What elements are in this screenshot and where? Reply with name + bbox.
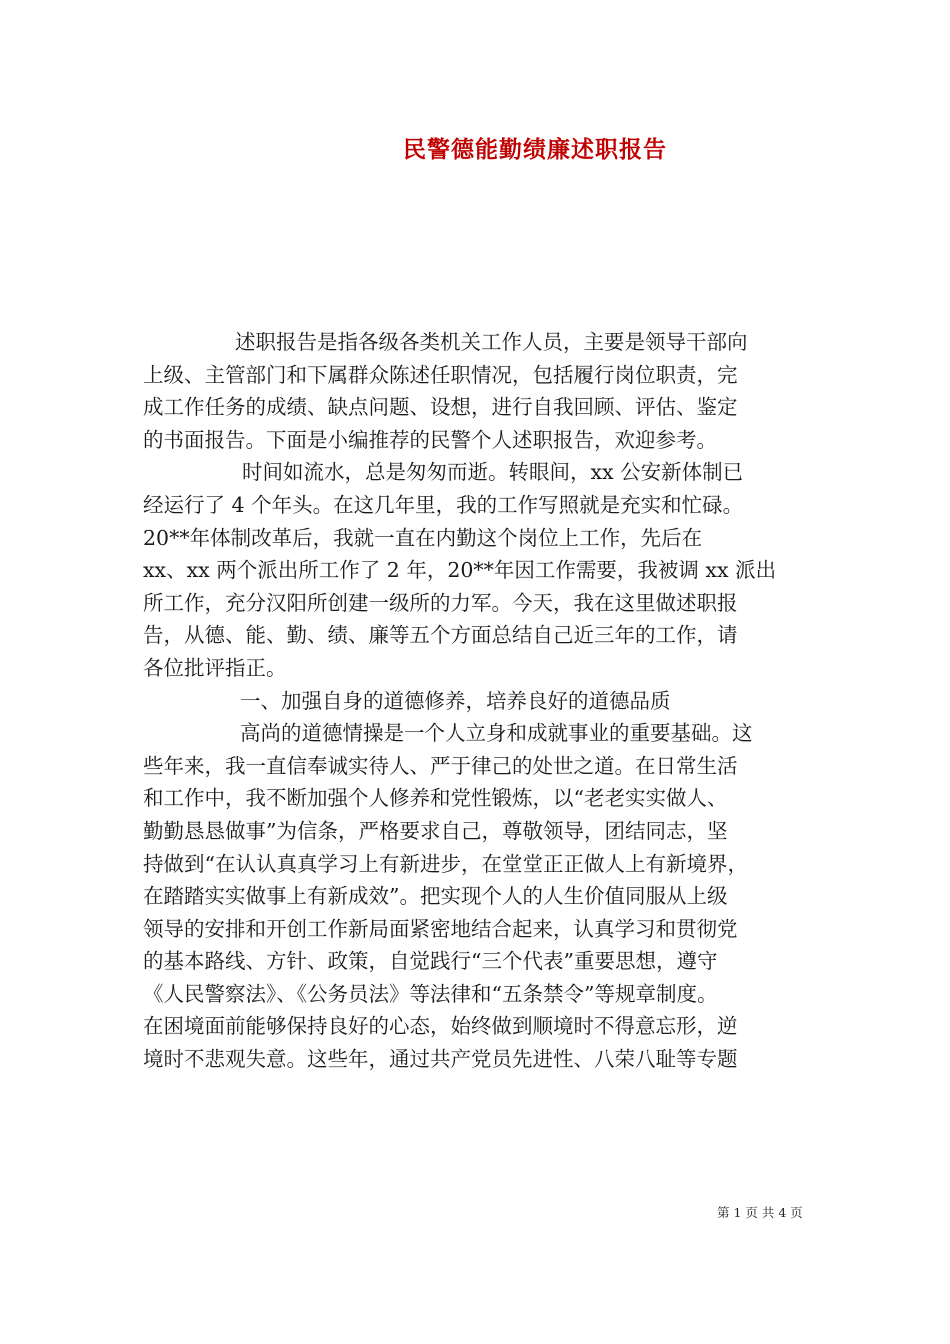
text-line: 经运行了 4 个年头。在这几年里，我的工作写照就是充实和忙碌。 <box>143 492 744 517</box>
text-line: 境时不悲观失意。这些年，通过共产党员先进性、八荣八耻等专题 <box>143 1047 738 1072</box>
text-line: 告，从德、能、勤、绩、廉等五个方面总结自己近三年的工作，请 <box>143 623 738 648</box>
text-line: 成工作任务的成绩、缺点问题、设想，进行自我回顾、评估、鉴定 <box>143 395 738 420</box>
text-line: 的书面报告。下面是小编推荐的民警个人述职报告，欢迎参考。 <box>143 427 717 452</box>
text-line: 《人民警察法》、《公务员法》等法律和“五条禁令”等规章制度。 <box>143 981 718 1006</box>
text-line: 和工作中，我不断加强个人修养和党性锻炼，以“老老实实做人、 <box>143 786 728 811</box>
text-line: 在踏踏实实做事上有新成效”。把实现个人的人生价值同服从上级 <box>143 884 728 909</box>
text-line: 所工作，充分汉阳所创建一级所的力军。今天，我在这里做述职报 <box>143 590 738 615</box>
text-line: 上级、主管部门和下属群众陈述任职情况，包括履行岗位职责，完 <box>143 362 738 387</box>
text-line: xx、xx 两个派出所工作了 2 年，20**年因工作需要，我被调 xx 派出 <box>143 558 777 583</box>
text-line: 时间如流水，总是匆匆而逝。转眼间，xx 公安新体制已 <box>242 460 744 485</box>
page-title: 民警德能勤绩廉述职报告 <box>403 136 667 163</box>
text-line: 持做到“在认认真真学习上有新进步，在堂堂正正做人上有新境界， <box>143 851 748 876</box>
text-line: 领导的安排和开创工作新局面紧密地结合起来，认真学习和贯彻党 <box>143 916 738 941</box>
text-line: 的基本路线、方针、政策，自觉践行“三个代表”重要思想，遵守 <box>143 949 718 974</box>
page-number: 第 1 页 共 4 页 <box>717 1205 803 1220</box>
text-line: 各位批评指正。 <box>143 655 287 680</box>
text-line: 在困境面前能够保持良好的心态，始终做到顺境时不得意忘形，逆 <box>143 1014 738 1039</box>
section-heading: 一、加强自身的道德修养，培养良好的道德品质 <box>240 688 671 713</box>
text-line: 勤勤恳恳做事”为信条，严格要求自己，尊敬领导，团结同志，坚 <box>143 818 728 843</box>
text-line: 述职报告是指各级各类机关工作人员，主要是领导干部向 <box>235 330 748 354</box>
text-line: 高尚的道德情操是一个人立身和成就事业的重要基础。这 <box>240 721 753 746</box>
text-line: 些年来，我一直信奉诚实待人、严于律己的处世之道。在日常生活 <box>143 753 738 778</box>
document-body <box>143 326 815 1076</box>
text-line: 20**年体制改革后，我就一直在内勤这个岗位上工作，先后在 <box>143 525 703 550</box>
